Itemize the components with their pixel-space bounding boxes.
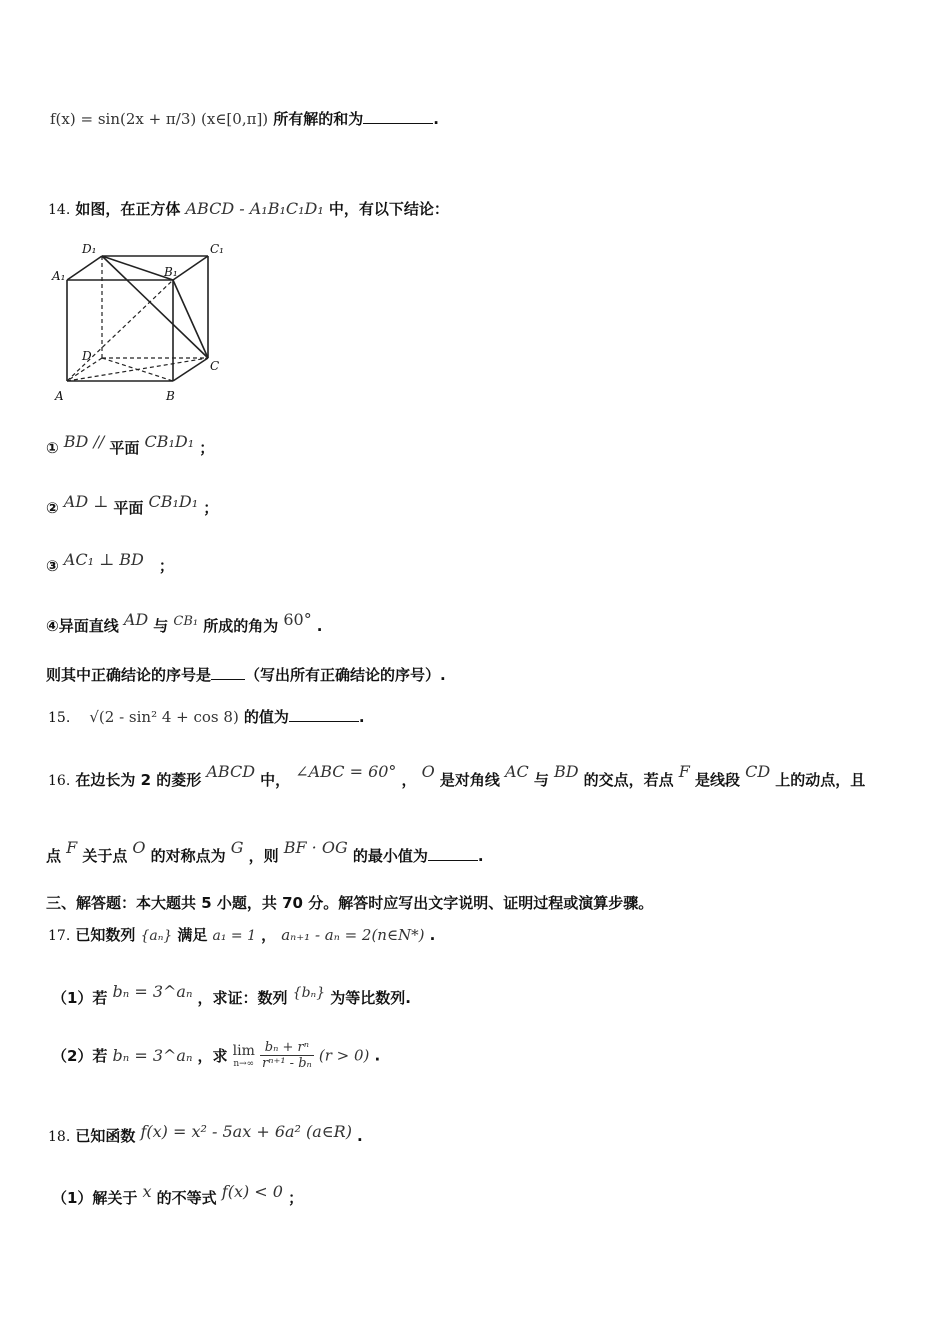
q14-conclusion: 则其中正确结论的序号是 （写出所有正确结论的序号）.: [46, 666, 446, 684]
q14-after: 中，有以下结论：: [328, 200, 449, 218]
q15-answer-blank: [289, 720, 359, 722]
q18-part1: （1）解关于 x 的不等式 f(x) < 0 ；: [52, 1182, 304, 1207]
q13-answer-blank: [363, 122, 433, 124]
q16-number: 16.: [48, 773, 71, 789]
label-B1: B₁: [164, 265, 178, 279]
q14-item-4: ④异面直线 AD 与 $^{CB_1}$ 所成的角为 60° .: [46, 610, 323, 635]
section-3-heading: 三、解答题：本大题共 5 小题，共 70 分。解答时应写出文字说明、证明过程或演算步骤。: [46, 894, 654, 912]
q14-answer-blank: [211, 678, 245, 680]
q15-number: 15.: [48, 710, 71, 726]
label-C1: C₁: [210, 242, 224, 256]
q14-item-2: ② AD ⊥ 平面 CB₁D₁ ；: [46, 492, 219, 517]
label-D1: D₁: [82, 242, 97, 256]
q17-number: 17.: [48, 928, 71, 944]
label-C: C: [210, 359, 220, 373]
q14-item-3: ③ AC₁ ⊥ BD ；: [46, 550, 174, 575]
q14-cube: ABCD - A₁B₁C₁D₁: [185, 199, 324, 218]
q15-expr: √(2 - sin² 4 + cos 8): [89, 708, 239, 726]
q17-part1: （1）若 bₙ = 3^aₙ ，求证：数列 {bₙ} 为等比数列.: [52, 982, 411, 1007]
q18-stem: 18. 已知函数 f(x) = x² - 5ax + 6a² (a∈R) .: [48, 1122, 363, 1145]
q14-number: 14.: [48, 202, 71, 218]
q16-line2: 点 F 关于点 O 的对称点为 G ，则 BF · OG 的最小值为 .: [46, 838, 484, 865]
q15: 15. √(2 - sin² 4 + cos 8) 的值为 .: [48, 708, 365, 726]
cube-figure: [50, 238, 240, 406]
q17-part2: （2）若 bₙ = 3^aₙ ，求 lim n→∞ $\frac{\text{bₙ + rⁿ}}{\text{rⁿ⁺¹ - bₙ}}$ (r > 0) .: [52, 1040, 381, 1071]
q14-item-1: ① BD // 平面 CB₁D₁ ；: [46, 432, 215, 457]
q17-stem: 17. 已知数列 {aₙ} 满足 a₁ = 1 ， aₙ₊₁ - aₙ = 2(n∈N*) .: [48, 926, 436, 944]
label-D: D: [82, 349, 92, 363]
q18-number: 18.: [48, 1129, 71, 1145]
label-A: A: [55, 389, 64, 403]
q16-answer-blank: [428, 859, 478, 861]
q16-line1: 16. 在边长为 2 的菱形 ABCD 中， ∠ABC = 60° ， O 是对角线 AC 与 BD 的交点，若点 F 是线段 CD 上的动点，且: [48, 762, 866, 789]
q13-formula-line: f(x) = sin(2x + π/3) (x∈[0,π]) 所有解的和为 .: [50, 110, 439, 128]
q13-formula: f(x) = sin(2x + π/3) (x∈[0,π]): [50, 110, 269, 128]
q17-fraction: $\frac{\text{bₙ + rⁿ}}{\text{rⁿ⁺¹ - bₙ}}$: [261, 1040, 312, 1071]
q14-stem: [48, 198, 449, 219]
q13-text: 所有解的和为: [273, 110, 364, 128]
label-B: B: [166, 389, 175, 403]
q14-intro: 如图，在正方体: [75, 200, 181, 218]
label-A1: A₁: [52, 269, 66, 283]
q17-limit: lim n→∞: [232, 1042, 255, 1069]
